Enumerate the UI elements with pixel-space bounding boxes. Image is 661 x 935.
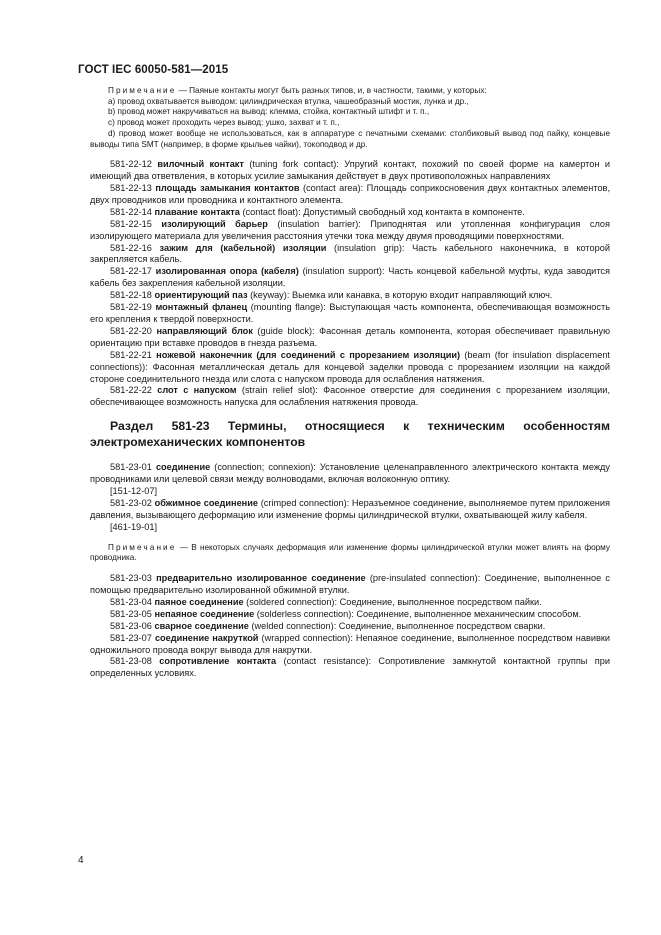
term-entry: [90, 266, 610, 290]
term-entry: [90, 243, 610, 267]
term-entry: [90, 207, 610, 219]
note-line: a) провод охватывается выводом: цилиндрическая втулка, чашеобразный мостик, лунка и др.,: [108, 96, 469, 106]
term-name: площадь замыкания контактов: [155, 183, 300, 194]
term-definition: (welded connection): Соединение, выполненное посредством сварки.: [248, 620, 546, 631]
term-entry: [90, 219, 610, 243]
term-number: 581-22-12: [110, 159, 152, 170]
term-reference: [151-12-07]: [110, 486, 157, 497]
term-number: 581-22-13: [110, 183, 152, 194]
note-text: — В некоторых случаях деформация или изменение формы цилиндрической втулки может влиять на форму проводника.: [90, 542, 610, 563]
term-number: 581-22-15: [110, 218, 152, 229]
term-name: изолирующий барьер: [161, 218, 268, 229]
term-name: направляющий блок: [156, 325, 253, 336]
term-entry: [90, 183, 610, 207]
term-entry: [90, 609, 610, 621]
term-definition: (wrapped connection): Непаяное соединение, выполненное посредством навивки одножильного провода вокруг вывода для накрутки.: [90, 632, 610, 655]
term-entry: [90, 656, 610, 680]
term-name: зажим для (кабельной) изоляции: [159, 242, 327, 253]
term-name: паяное соединение: [154, 596, 244, 607]
term-entry: [90, 326, 610, 350]
note-label: Примечание: [108, 86, 177, 95]
term-number: 581-22-17: [110, 266, 152, 277]
term-entry: [90, 462, 610, 486]
note-line: — Паяные контакты могут быть разных типов, и, в частности, такими, у которых:: [176, 86, 487, 95]
term-name: сварное соединение: [154, 620, 249, 631]
term-definition: (pre-insulated connection): Соединение, выполненное с помощью предварительно изолированной обжимной втулки.: [90, 573, 610, 595]
term-definition: (tuning fork contact): Упругий контакт, похожий по своей форме на камертон и имеющий два ответвления, в которых усилие замыкания действует в двух противоположных направлениях: [90, 159, 610, 182]
term-entry: [90, 597, 610, 609]
term-number: 581-22-21: [110, 349, 152, 360]
term-definition: (guide block): Фасонная деталь компонента, которая обеспечивает правильную ориентацию при вставке проводов в гнезда разъема.: [90, 325, 610, 348]
term-name: слот с напуском: [157, 385, 237, 396]
term-definition: (insulation grip): Часть кабельного наконечника, в которой закрепляется кабель.: [90, 242, 610, 265]
term-number: 581-22-14: [110, 206, 152, 217]
term-entry: [90, 302, 610, 326]
term-number: 581-23-05: [110, 608, 152, 619]
note-line: b) провод может накручиваться на вывод: клемма, стойка, контактный штифт и т. п.,: [108, 107, 430, 117]
term-definition: (keyway): Выемка или канавка, в которую входит направляющий ключ.: [247, 290, 553, 301]
terms-list-23: [90, 462, 610, 533]
term-number: 581-23-06: [110, 620, 152, 631]
term-definition: (crimped connection): Неразъемное соединение, выполняемое путем приложения давления, вызывающего деформацию или изменение формы цилиндрической втулки, охватывающей жилу кабеля.: [90, 497, 610, 520]
term-entry: [90, 498, 610, 522]
term-name: обжимное соединение: [154, 497, 258, 508]
term-name: изолированная опора (кабеля): [155, 266, 299, 277]
note-label: Примечание: [108, 542, 177, 552]
term-name: ориентирующий паз: [154, 290, 248, 301]
term-number: 581-22-18: [110, 290, 152, 301]
term-entry: [90, 290, 610, 302]
term-number: 581-23-08: [110, 656, 152, 667]
term-definition: (insulation support): Часть концевой кабельной муфты, куда заводится кабель без закрепления кабельной изоляции.: [90, 266, 610, 289]
note-crimp-deformation: [90, 543, 610, 564]
note-soldered-contacts: [90, 86, 610, 150]
term-entry: [90, 159, 610, 183]
term-entry: [90, 350, 610, 386]
term-definition: (strain relief slot): Фасонное отверстие для соединения с прорезанием изоляции, обеспечивающее возможность напуска для ослабления натяжения провода.: [90, 385, 610, 408]
term-definition: (beam (for insulation displacement connections)): Фасонная металлическая деталь для концевой заделки провода с прорезанием изоляции на каждой стороне соединительного гнезда или слота с напуском провода для ослабления натяжения.: [90, 349, 610, 384]
term-definition: (contact area): Площадь соприкосновения двух контактных элементов, двух проводников или проводника и контактного элемента.: [90, 183, 610, 205]
term-number: 581-23-07: [110, 632, 152, 643]
term-entry: [90, 633, 610, 657]
note-line: c) провод может проходить через вывод: ушко, захват и т. п.,: [108, 118, 340, 128]
terms-list-22: [90, 159, 610, 409]
term-reference: [461-19-01]: [110, 521, 157, 532]
term-number: 581-22-16: [110, 242, 152, 253]
term-number: 581-22-19: [110, 302, 152, 313]
term-number: 581-23-02: [110, 497, 152, 508]
term-name: сопротивление контакта: [159, 656, 277, 667]
term-number: 581-23-01: [110, 462, 152, 473]
term-name: ножевой наконечник (для соединений с прорезанием изоляции): [156, 349, 461, 360]
term-definition: (contact float): Допустимый свободный ход контакта в компоненте.: [239, 206, 525, 217]
document-header: ГОСТ IEC 60050-581—2015: [78, 64, 229, 76]
page-content: [90, 86, 610, 680]
term-entry: [90, 621, 610, 633]
term-name: соединение: [155, 462, 211, 473]
term-entry: [90, 385, 610, 409]
term-definition: (solderless connection): Соединение, выполненное механическим способом.: [254, 608, 582, 619]
note-line: d) провод может вообще не использоваться, как в аппаратуре с печатными схемами: столбиковый вывод под пайку, концевые выводы типа SMT (например, в форме крыльев чайки), токоподвод и др.: [90, 128, 610, 149]
term-definition: (insulation barrier): Приподнятая или утопленная конфигурация слоя изолирующего материала для увеличения расстояния утечки тока между двумя проводящими поверхностями.: [90, 218, 610, 241]
page-number: 4: [78, 855, 84, 866]
term-number: 581-22-22: [110, 385, 152, 396]
term-name: предварительно изолированное соединение: [156, 573, 366, 584]
term-definition: (contact resistance): Сопротивление замкнутой контактной группы при определенных условиях.: [90, 656, 610, 679]
term-name: плавание контакта: [154, 206, 240, 217]
term-name: соединение накруткой: [154, 632, 259, 643]
term-name: непаяное соединение: [154, 608, 255, 619]
term-name: вилочный контакт: [157, 159, 244, 170]
term-definition: (mounting flange): Выступающая часть компонента, обеспечивающая возможность его крепления к твердой поверхности.: [90, 302, 611, 324]
term-entry: [90, 573, 610, 597]
terms-list-23b: [90, 573, 610, 680]
term-number: 581-23-04: [110, 596, 152, 607]
term-definition: (soldered connection): Соединение, выполненное посредством пайки.: [243, 596, 542, 607]
term-definition: (connection; connexion): Установление целенаправленного электрического контакта между проводниками или целевой связи между волноводами, включая волоконную оптику.: [90, 462, 610, 485]
term-name: монтажный фланец: [155, 302, 248, 313]
term-number: 581-23-03: [110, 573, 152, 584]
section-heading: Раздел 581-23 Термины, относящиеся к техническим особенностям электромеханических компонентов: [90, 419, 610, 450]
term-number: 581-22-20: [110, 325, 152, 336]
